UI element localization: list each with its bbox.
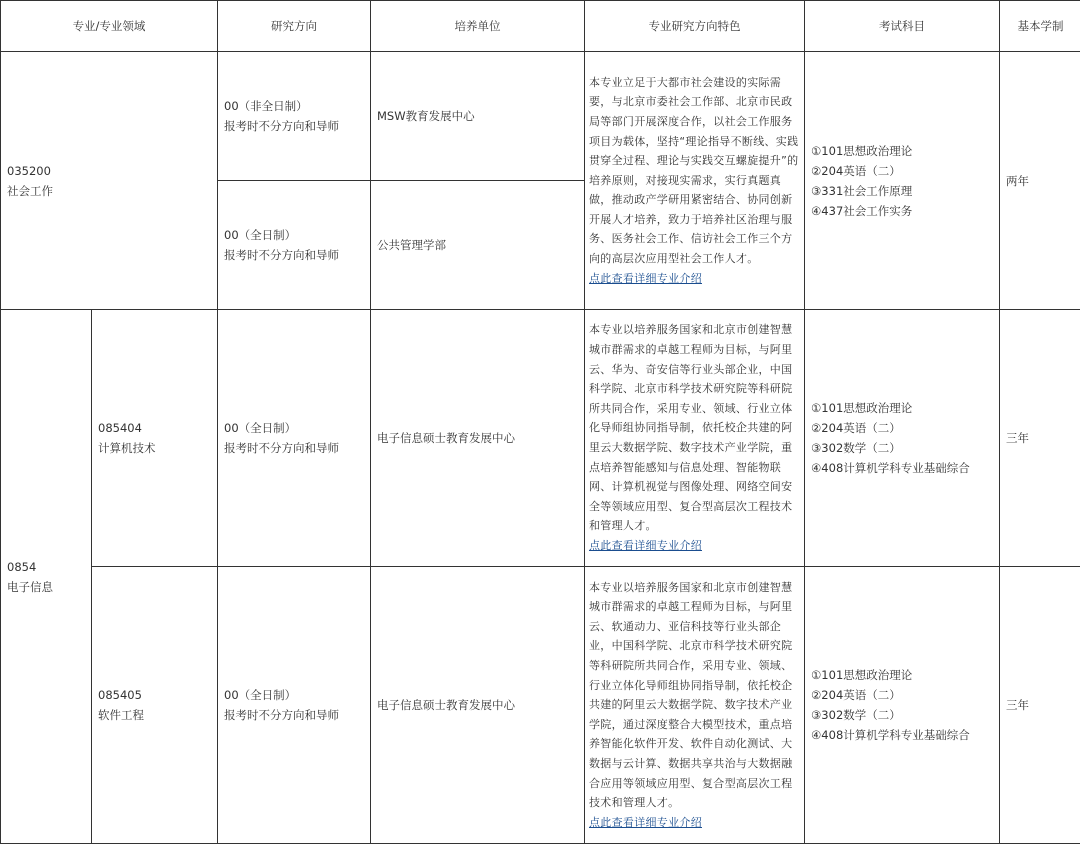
detail-link[interactable]: 点此查看详细专业介绍 — [589, 815, 702, 829]
major-cell-social — [1, 52, 218, 310]
direction-cell — [218, 181, 371, 310]
exam-cell — [805, 52, 1000, 310]
exam-subject: ②204英语（二） — [811, 421, 901, 435]
features-text: 本专业以培养服务国家和北京市创建智慧城市群需求的卓越工程师为目标，与阿里云、软通动力、亚信科技等行业头部企业，中国科学院、北京市科学技术研究院等科研院所共同合作，采用专业、领域、行业立体化导师组协同指导制，依托校企共建的阿里云大数据学院、数字技术产业学院，通过深度整合大模型技术，重点培养智能化软件开发、软件自动化测试、大数据与云计算、数据共享共治与大数据融合应用等领域应用型、复合型高层次工程技术和管理人才。 — [589, 580, 793, 810]
direction-cell — [218, 52, 371, 181]
direction-label: 00（全日制） — [224, 688, 297, 702]
field-code: 085405 — [98, 688, 142, 702]
direction-note: 报考时不分方向和导师 — [224, 119, 339, 133]
table-row — [1, 567, 1080, 844]
exam-subject: ④408计算机学科专业基础综合 — [811, 461, 970, 475]
direction-note: 报考时不分方向和导师 — [224, 708, 339, 722]
exam-subject: ③302数学（二） — [811, 441, 901, 455]
header-major: 专业/专业领域 — [1, 1, 218, 52]
features-text: 本专业以培养服务国家和北京市创建智慧城市群需求的卓越工程师为目标，与阿里云、华为、奇安信等行业头部企业，中国科学院、北京市科学技术研究院等科研院所共同合作，采用专业、领域、行业立体化导师组协同指导制，依托校企共建的阿里云大数据学院、数字技术产业学院，重点培养智能感知与信息处理、智能物联网、计算机视觉与图像处理、网络空间安全等领域应用型、复合型高层次工程技术和管理人才。 — [589, 323, 793, 533]
exam-subject: ①101思想政治理论 — [811, 401, 913, 415]
direction-label: 00（全日制） — [224, 421, 297, 435]
exam-subject: ④408计算机学科专业基础综合 — [811, 728, 970, 742]
major-name: 社会工作 — [7, 183, 53, 198]
direction-label: 00（非全日制） — [224, 99, 308, 113]
header-exam: 考试科目 — [805, 1, 1000, 52]
header-row — [1, 1, 1080, 52]
direction-cell — [218, 567, 371, 844]
direction-cell — [218, 310, 371, 567]
unit-cell: 电子信息硕士教育发展中心 — [371, 310, 585, 567]
major-code: 0854 — [7, 559, 37, 574]
features-cell — [585, 310, 805, 567]
field-cell — [92, 310, 218, 567]
field-name: 软件工程 — [98, 708, 144, 722]
header-direction: 研究方向 — [218, 1, 371, 52]
header-unit: 培养单位 — [371, 1, 585, 52]
major-code: 035200 — [7, 163, 51, 178]
exam-subject: ②204英语（二） — [811, 688, 901, 702]
major-name: 电子信息 — [7, 579, 53, 594]
exam-subject: ④437社会工作实务 — [811, 203, 913, 218]
unit-cell: 电子信息硕士教育发展中心 — [371, 567, 585, 844]
exam-subject: ①101思想政治理论 — [811, 668, 913, 682]
direction-label: 00（全日制） — [224, 228, 297, 242]
exam-cell — [805, 310, 1000, 567]
features-cell — [585, 567, 805, 844]
field-name: 计算机技术 — [98, 441, 156, 455]
unit-cell: 公共管理学部 — [371, 181, 585, 310]
header-duration: 基本学制 — [1000, 1, 1080, 52]
exam-subject: ③331社会工作原理 — [811, 183, 913, 198]
direction-note: 报考时不分方向和导师 — [224, 441, 339, 455]
table-row — [1, 310, 1080, 567]
features-cell — [585, 52, 805, 310]
duration-cell: 三年 — [1000, 567, 1080, 844]
table-row — [1, 52, 1080, 181]
major-cell-electronic — [1, 310, 92, 844]
duration-cell: 两年 — [1000, 52, 1080, 310]
field-cell — [92, 567, 218, 844]
detail-link[interactable]: 点此查看详细专业介绍 — [589, 271, 702, 285]
duration-cell: 三年 — [1000, 310, 1080, 567]
unit-cell: MSW教育发展中心 — [371, 52, 585, 181]
header-features: 专业研究方向特色 — [585, 1, 805, 52]
exam-subject: ①101思想政治理论 — [811, 143, 913, 158]
detail-link[interactable]: 点此查看详细专业介绍 — [589, 538, 702, 552]
exam-subject: ②204英语（二） — [811, 163, 901, 178]
exam-subject: ③302数学（二） — [811, 708, 901, 722]
exam-cell — [805, 567, 1000, 844]
field-code: 085404 — [98, 421, 142, 435]
features-text: 本专业立足于大都市社会建设的实际需要，与北京市委社会工作部、北京市民政局等部门开展深度合作，以社会工作服务项目为载体，坚持“理论指导不断线、实践贯穿全过程、理论与实践交互螺旋提升”的培养原则，对接现实需求，实行真题真做，推动政产学研用紧密结合、协同创新开展人才培养，致力于培养社区治理与服务、医务社会工作、信访社会工作三个方向的高层次应用型社会工作人才。 — [589, 75, 799, 266]
direction-note: 报考时不分方向和导师 — [224, 248, 339, 262]
